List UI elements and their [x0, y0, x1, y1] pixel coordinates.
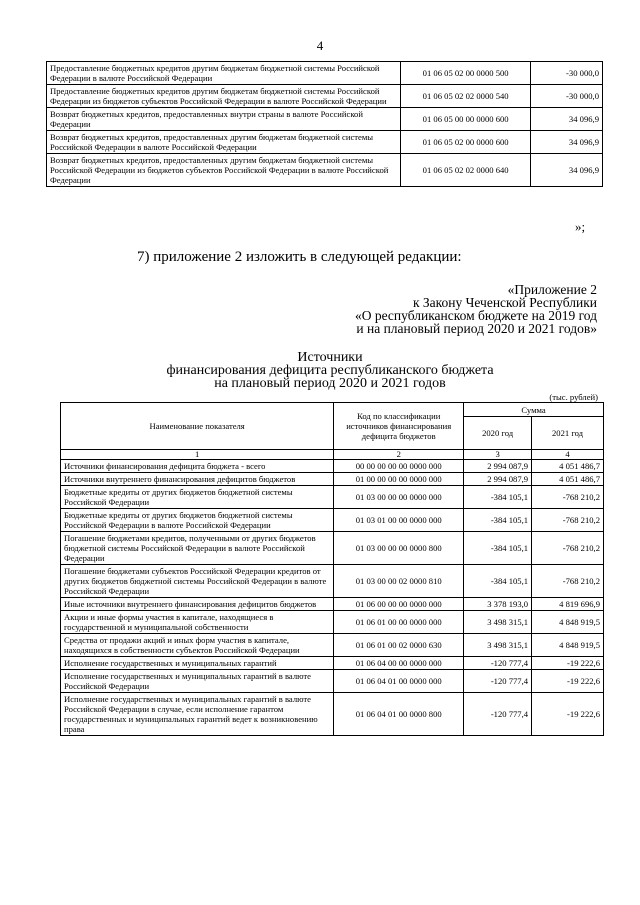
row-value-2020: 2 994 087,9 [464, 460, 532, 473]
row-code: 01 06 01 00 02 0000 630 [334, 634, 464, 657]
row-code: 01 06 05 02 02 0000 540 [401, 85, 531, 108]
index-cell: 4 [532, 450, 604, 460]
row-value-2020: -120 777,4 [464, 693, 532, 736]
appendix-line: и на плановый период 2020 и 2021 годов» [356, 321, 597, 336]
row-value-2021: -768 210,2 [532, 486, 604, 509]
row-value-2021: -19 222,6 [532, 657, 604, 670]
table-row [47, 131, 603, 154]
page-number: 4 [316, 38, 324, 53]
row-value-2021: -768 210,2 [532, 532, 604, 565]
row-name: Предоставление бюджетных кредитов другим бюджетам бюджетной системы Российской Федерации из бюджетов субъектов Российской Федерации в валюте Российской Федерации [47, 85, 401, 108]
table-row [47, 154, 603, 187]
row-name: Исполнение государственных и муниципальных гарантий [61, 657, 334, 670]
row-value-2020: -384 105,1 [464, 486, 532, 509]
table-row [61, 532, 604, 565]
table-row [47, 85, 603, 108]
row-value-2020: -384 105,1 [464, 532, 532, 565]
row-value-2020: -120 777,4 [464, 670, 532, 693]
row-code: 01 06 04 01 00 0000 800 [334, 693, 464, 736]
row-name: Бюджетные кредиты от других бюджетов бюджетной системы Российской Федерации [61, 486, 334, 509]
row-value-2020: 3 378 193,0 [464, 598, 532, 611]
row-code: 01 06 04 00 00 0000 000 [334, 657, 464, 670]
row-name: Возврат бюджетных кредитов, предоставленных внутри страны в валюте Российской Федерации [47, 108, 401, 131]
row-code: 01 06 05 00 00 0000 600 [401, 108, 531, 131]
row-code: 01 06 00 00 00 0000 000 [334, 598, 464, 611]
row-value: -30 000,0 [531, 62, 603, 85]
closing-quote: »; [575, 219, 586, 234]
index-cell: 3 [464, 450, 532, 460]
row-name: Погашение бюджетами субъектов Российской Федерации кредитов от других бюджетов бюджетной системы Российской Федерации в валюте Российской Федерации [61, 565, 334, 598]
document-title [120, 351, 540, 390]
row-name: Предоставление бюджетных кредитов другим бюджетам бюджетной системы Российской Федерации в валюте Российской Федерации [47, 62, 401, 85]
instruction-text: 7) приложение 2 изложить в следующей редакции: [137, 249, 462, 265]
index-cell: 2 [334, 450, 464, 460]
table-row [61, 670, 604, 693]
row-value-2021: 4 051 486,7 [532, 473, 604, 486]
row-value: 34 096,9 [531, 131, 603, 154]
row-value-2021: -19 222,6 [532, 693, 604, 736]
title-line: на плановый период 2020 и 2021 годов [214, 376, 446, 391]
row-name: Погашение бюджетами кредитов, полученными от других бюджетов бюджетной системы Российской Федерации в валюте Российской Федерации [61, 532, 334, 565]
table-row [61, 657, 604, 670]
header-sum: Сумма [464, 403, 604, 417]
row-value-2021: -768 210,2 [532, 509, 604, 532]
header-name: Наименование показателя [61, 403, 334, 450]
row-name: Иные источники внутреннего финансирования дефицитов бюджетов [61, 598, 334, 611]
row-name: Исполнение государственных и муниципальных гарантий в валюте Российской Федерации [61, 670, 334, 693]
header-year-2020: 2020 год [464, 417, 532, 450]
table-row [61, 486, 604, 509]
table-header-row [61, 403, 604, 417]
continuation-table [46, 61, 603, 187]
row-value-2020: -384 105,1 [464, 509, 532, 532]
row-value-2021: 4 848 919,5 [532, 611, 604, 634]
row-code: 01 06 05 02 00 0000 600 [401, 131, 531, 154]
row-value-2020: 3 498 315,1 [464, 634, 532, 657]
table-row [61, 598, 604, 611]
table-row [61, 634, 604, 657]
table-row [61, 611, 604, 634]
row-name: Возврат бюджетных кредитов, предоставленных другим бюджетам бюджетной системы Российской Федерации в валюте Российской Федерации [47, 131, 401, 154]
row-name: Акции и иные формы участия в капитале, находящиеся в государственной и муниципальной собственности [61, 611, 334, 634]
row-name: Источники внутреннего финансирования дефицитов бюджетов [61, 473, 334, 486]
table-row [61, 693, 604, 736]
index-cell: 1 [61, 450, 334, 460]
row-value-2021: 4 819 696,9 [532, 598, 604, 611]
table-row [61, 473, 604, 486]
row-code: 01 03 00 00 00 0000 800 [334, 532, 464, 565]
row-name: Источники финансирования дефицита бюджета - всего [61, 460, 334, 473]
row-name: Исполнение государственных и муниципальных гарантий в валюте Российской Федерации в случае, если исполнение гарантом государственных и муниципальных гарантий ведет к возникновению права [61, 693, 334, 736]
row-value-2020: 3 498 315,1 [464, 611, 532, 634]
row-name: Средства от продажи акций и иных форм участия в капитале, находящихся в собственности субъектов Российской Федерации [61, 634, 334, 657]
row-code: 01 03 00 00 02 0000 810 [334, 565, 464, 598]
row-value-2020: 2 994 087,9 [464, 473, 532, 486]
row-code: 01 03 01 00 00 0000 000 [334, 509, 464, 532]
table-row [61, 565, 604, 598]
row-name: Возврат бюджетных кредитов, предоставленных другим бюджетам бюджетной системы Российской Федерации из бюджетов субъектов Российской Федерации в валюте Российской Федерации [47, 154, 401, 187]
table-row [47, 108, 603, 131]
row-code: 01 06 05 02 02 0000 640 [401, 154, 531, 187]
row-code: 01 06 01 00 00 0000 000 [334, 611, 464, 634]
row-value: -30 000,0 [531, 85, 603, 108]
appendix-heading [355, 283, 597, 335]
row-code: 00 00 00 00 00 0000 000 [334, 460, 464, 473]
appendix-line: «Приложение 2 [507, 282, 597, 297]
table-row [61, 460, 604, 473]
row-code: 01 03 00 00 00 0000 000 [334, 486, 464, 509]
row-value-2021: -768 210,2 [532, 565, 604, 598]
header-year-2021: 2021 год [532, 417, 604, 450]
appendix-line: к Закону Чеченской Республики [412, 295, 597, 310]
row-value-2020: -384 105,1 [464, 565, 532, 598]
row-name: Бюджетные кредиты от других бюджетов бюджетной системы Российской Федерации в валюте Российской Федерации [61, 509, 334, 532]
table-row [61, 509, 604, 532]
row-code: 01 00 00 00 00 0000 000 [334, 473, 464, 486]
appendix-line: «О республиканском бюджете на 2019 год [354, 308, 597, 323]
row-value-2020: -120 777,4 [464, 657, 532, 670]
title-line: финансирования дефицита республиканского бюджета [166, 363, 494, 378]
title-line: Источники [297, 350, 363, 365]
header-code: Код по классификации источников финансирования дефицита бюджетов [334, 403, 464, 450]
financing-sources-table [60, 402, 604, 736]
row-code: 01 06 04 01 00 0000 000 [334, 670, 464, 693]
row-code: 01 06 05 02 00 0000 500 [401, 62, 531, 85]
units-label: (тыс. рублей) [549, 392, 598, 402]
row-value-2021: 4 051 486,7 [532, 460, 604, 473]
row-value-2021: -19 222,6 [532, 670, 604, 693]
row-value: 34 096,9 [531, 154, 603, 187]
table-row [47, 62, 603, 85]
row-value: 34 096,9 [531, 108, 603, 131]
row-value-2021: 4 848 919,5 [532, 634, 604, 657]
table-index-row [61, 450, 604, 460]
